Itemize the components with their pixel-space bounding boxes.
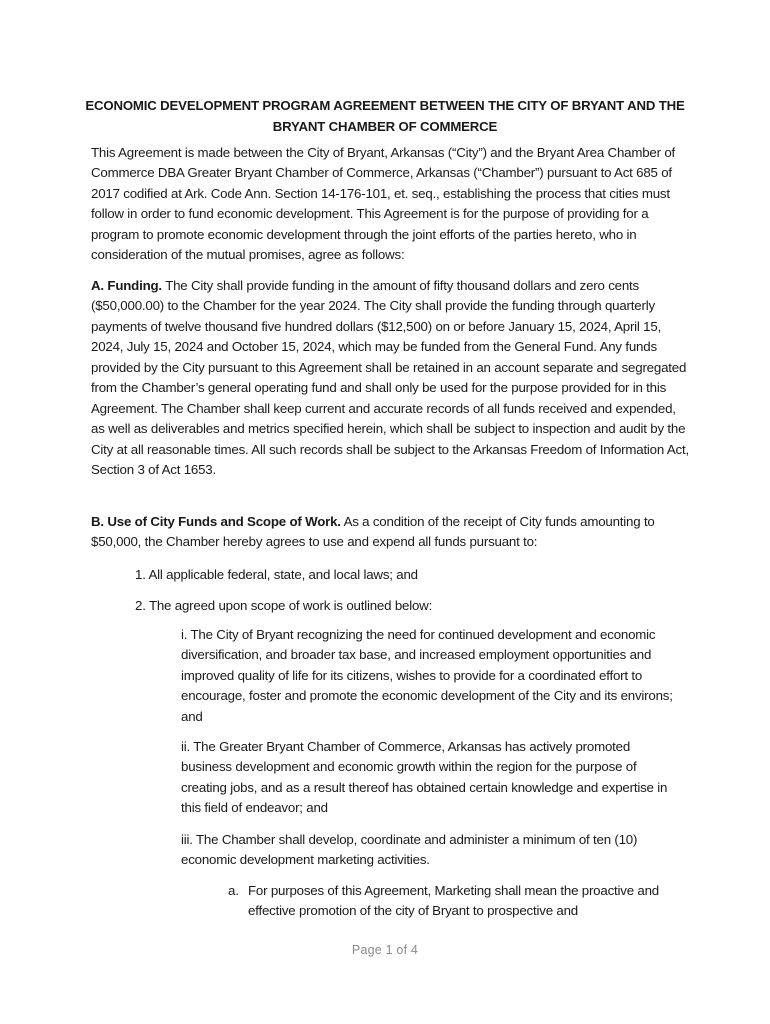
section-b-text: As a condition of the receipt of City funds amounting to $50,000, the Chamber hereby agrees to use and expend all funds pursuant to:: [91, 514, 655, 550]
section-a-heading: A. Funding.: [91, 278, 162, 293]
section-a-text: The City shall provide funding in the amount of fifty thousand dollars and zero cents ($50,000.00) to the Chamber for the year 2024. The City shall provide the funding through quarterly payments of twelve thousand five hundred dollars ($12,500) on or before January 15, 2024, April 15, 2024, July 15, 2024 and October 15, 2024, which may be funded from the General Fund. Any funds provided by the City pursuant to this Agreement shall be retained in an account separate and segregated from the Chamber’s general operating fund and shall only be used for the purpose provided for in this Agreement. The Chamber shall keep current and accurate records of all funds received and expended, as well as deliverables and metrics specified herein, which shall be subject to inspection and audit by the City at all reasonable times. All such records shall be subject to the Arkansas Freedom of Information Act, Section 3 of Act 1653.: [91, 278, 689, 478]
section-b-use-of-funds: [91, 512, 687, 553]
sub-item-iii: iii. The Chamber shall develop, coordinate and administer a minimum of ten (10) economic development marketing activities.: [181, 832, 638, 868]
document-title: ECONOMIC DEVELOPMENT PROGRAM AGREEMENT BETWEEN THE CITY OF BRYANT AND THE BRYANT CHAMBER OF COMMERCE: [85, 98, 685, 134]
section-a-funding: [91, 276, 691, 481]
sub-item-a-marker: a.: [228, 883, 240, 898]
sub-item-a: For purposes of this Agreement, Marketing shall mean the proactive and effective promotion of the city of Bryant to prospective and: [248, 883, 659, 919]
list-item-2: 2. The agreed upon scope of work is outlined below:: [135, 598, 433, 613]
intro-paragraph: This Agreement is made between the City of Bryant, Arkansas (“City”) and the Bryant Area Chamber of Commerce DBA Greater Bryant Chamber of Commerce, Arkansas (“Chamber”) pursuant to Act 685 of 2017 codified at Ark. Code Ann. Section 14-176-101, et. seq., establishing the process that cities must follow in order to fund economic development. This Agreement is for the purpose of providing for a program to promote economic development through the joint efforts of the parties hereto, who in consideration of the mutual promises, agree as follows:: [91, 145, 676, 263]
section-b-heading: B. Use of City Funds and Scope of Work.: [91, 514, 341, 529]
page-number: Page 1 of 4: [351, 943, 419, 957]
sub-item-i: i. The City of Bryant recognizing the need for continued development and economic diversification, and broader tax base, and increased employment opportunities and improved quality of life for its citizens, wishes to provide for a coordinated effort to encourage, foster and promote the economic development of the City and its environs; and: [181, 627, 673, 724]
sub-item-ii: ii. The Greater Bryant Chamber of Commerce, Arkansas has actively promoted business development and economic growth within the region for the purpose of creating jobs, and as a result thereof has obtained certain knowledge and expertise in this field of endeavor; and: [181, 739, 668, 816]
list-item-1: 1. All applicable federal, state, and local laws; and: [135, 567, 418, 582]
